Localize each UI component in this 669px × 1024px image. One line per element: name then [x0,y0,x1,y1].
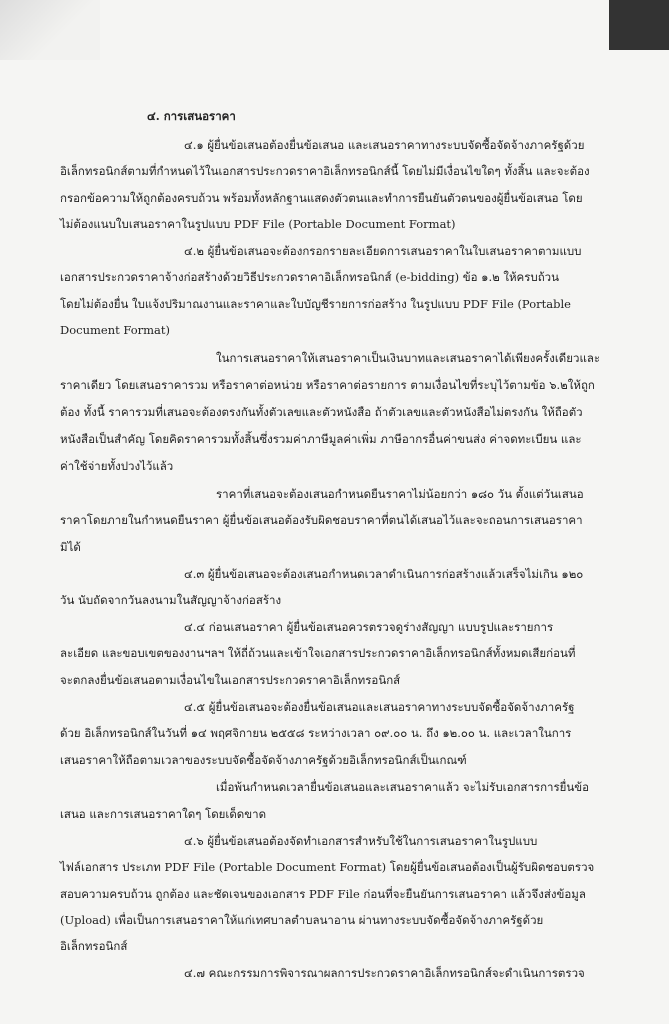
paragraph-line: ค่าใช้จ่ายทั้งปวงไว้แล้ว [60,459,174,473]
paragraph-line: ๔.๗ คณะกรรมการพิจารณาผลการประกวดราคาอิเล็กทรอนิกส์จะดำเนินการตรวจ [184,966,585,980]
paragraph-line: มิได้ [60,540,81,554]
paragraph-line: ละเอียด และขอบเขตของงานฯลฯ ให้ถี่ถ้วนและเข้าใจเอกสารประกวดราคาอิเล็กทรอนิกส์ทั้งหมดเสียก่อนที่ [60,646,576,660]
paragraph-line: ในการเสนอราคาให้เสนอราคาเป็นเงินบาทและเสนอราคาได้เพียงครั้งเดียวและ [216,351,601,365]
paragraph-line: ๔.๖ ผู้ยื่นข้อเสนอต้องจัดทำเอกสารสำหรับใช้ในการเสนอราคาในรูปแบบ [184,834,538,848]
paragraph-line: ๔.๔ ก่อนเสนอราคา ผู้ยื่นข้อเสนอควรตรวจดูร่างสัญญา แบบรูปและรายการ [184,620,554,634]
paragraph-line: ๔.๒ ผู้ยื่นข้อเสนอจะต้องกรอกรายละเอียดการเสนอราคาในใบเสนอราคาตามแบบ [184,244,582,258]
paragraph-line: อิเล็กทรอนิกส์ตามที่กำหนดไว้ในเอกสารประกวดราคาอิเล็กทรอนิกส์นี้ โดยไม่มีเงื่อนไขใดๆ ทั้งสิ้น และจะต้อง [60,164,590,178]
paragraph-line: ๔.๓ ผู้ยื่นข้อเสนอจะต้องเสนอกำหนดเวลาดำเนินการก่อสร้างแล้วเสร็จไม่เกิน ๑๒๐ [184,567,584,581]
paragraph-line: เอกสารประกวดราคาจ้างก่อสร้างด้วยวิธีประกวดราคาอิเล็กทรอนิกส์ (e-bidding) ข้อ ๑.๒ ให้ครบถ้วน [60,270,559,284]
paragraph-line: ราคาที่เสนอจะต้องเสนอกำหนดยืนราคาไม่น้อยกว่า ๑๘๐ วัน ตั้งแต่วันเสนอ [216,487,584,501]
paragraph-line: ราคาโดยภายในกำหนดยืนราคา ผู้ยื่นข้อเสนอต้องรับผิดชอบราคาที่ตนได้เสนอไว้และจะถอนการเสนอราคา [60,513,583,527]
paragraph-line: (Upload) เพื่อเป็นการเสนอราคาให้แก่เทศบาลตำบลนาอาน ผ่านทางระบบจัดซื้อจัดจ้างภาครัฐด้วย [60,913,544,927]
paragraph-line: ต้อง ทั้งนี้ ราคารวมที่เสนอจะต้องตรงกันทั้งตัวเลขและตัวหนังสือ ถ้าตัวเลขและตัวหนังสือไม่ตรงกัน ให้ถือตัว [60,405,583,419]
paragraph-line: ไฟล์เอกสาร ประเภท PDF File (Portable Document Format) โดยผู้ยื่นข้อเสนอต้องเป็นผู้รับผิดชอบตรวจ [60,860,595,874]
paragraph-line: ไม่ต้องแนบใบเสนอราคาในรูปแบบ PDF File (Portable Document Format) [60,217,456,231]
paragraph-line: เมื่อพ้นกำหนดเวลายื่นข้อเสนอและเสนอราคาแล้ว จะไม่รับเอกสารการยื่นข้อ [216,780,590,794]
paragraph-line: สอบความครบถ้วน ถูกต้อง และชัดเจนของเอกสาร PDF File ก่อนที่จะยืนยันการเสนอราคา แล้วจึงส่งข้อมูล [60,887,586,901]
paragraph-line: ด้วย อิเล็กทรอนิกส์ในวันที่ ๑๔ พฤศจิกายน ๒๕๕๘ ระหว่างเวลา ๐๙.๐๐ น. ถึง ๑๒.๐๐ น. และเวลาในการ [60,726,572,740]
paragraph-line: ๔.๑ ผู้ยื่นข้อเสนอต้องยื่นข้อเสนอ และเสนอราคาทางระบบจัดซื้อจัดจ้างภาครัฐด้วย [184,138,585,152]
paragraph-line: หนังสือเป็นสำคัญ โดยคิดราคารวมทั้งสิ้นซึ่งรวมค่าภาษีมูลค่าเพิ่ม ภาษีอากรอื่นค่าขนส่ง ค่าจดทะเบียน และ [60,432,582,446]
paragraph-line: วัน นับถัดจากวันลงนามในสัญญาจ้างก่อสร้าง [60,593,282,607]
paragraph-line: Document Format) [60,323,171,337]
paragraph-line: อิเล็กทรอนิกส์ [60,939,128,953]
paragraph-line: ราคาเดียว โดยเสนอราคารวม หรือราคาต่อหน่วย หรือราคาต่อรายการ ตามเงื่อนไขที่ระบุไว้ตามข้อ ๖.๒ให้ถูก [60,378,595,392]
section-heading: ๔. การเสนอราคา [147,109,236,123]
paragraph-line: โดยไม่ต้องยื่น ใบแจ้งปริมาณงานและราคาและใบบัญชีรายการก่อสร้าง ในรูปแบบ PDF File (Portable [60,297,571,311]
paragraph-line: จะตกลงยื่นข้อเสนอตามเงื่อนไขในเอกสารประกวดราคาอิเล็กทรอนิกส์ [60,673,401,687]
scan-corner [609,0,669,50]
page-fold [0,0,100,60]
paragraph-line: เสนอราคาให้ถือตามเวลาของระบบจัดซื้อจัดจ้างภาครัฐด้วยอิเล็กทรอนิกส์เป็นเกณฑ์ [60,753,467,767]
paragraph-line: ๔.๕ ผู้ยื่นข้อเสนอจะต้องยื่นข้อเสนอและเสนอราคาทางระบบจัดซื้อจัดจ้างภาครัฐ [184,700,575,714]
paragraph-line: กรอกข้อความให้ถูกต้องครบถ้วน พร้อมทั้งหลักฐานแสดงตัวตนและทำการยืนยันตัวตนของผู้ยื่นข้อเสนอ โดย [60,191,583,205]
paragraph-line: เสนอ และการเสนอราคาใดๆ โดยเด็ดขาด [60,807,267,821]
